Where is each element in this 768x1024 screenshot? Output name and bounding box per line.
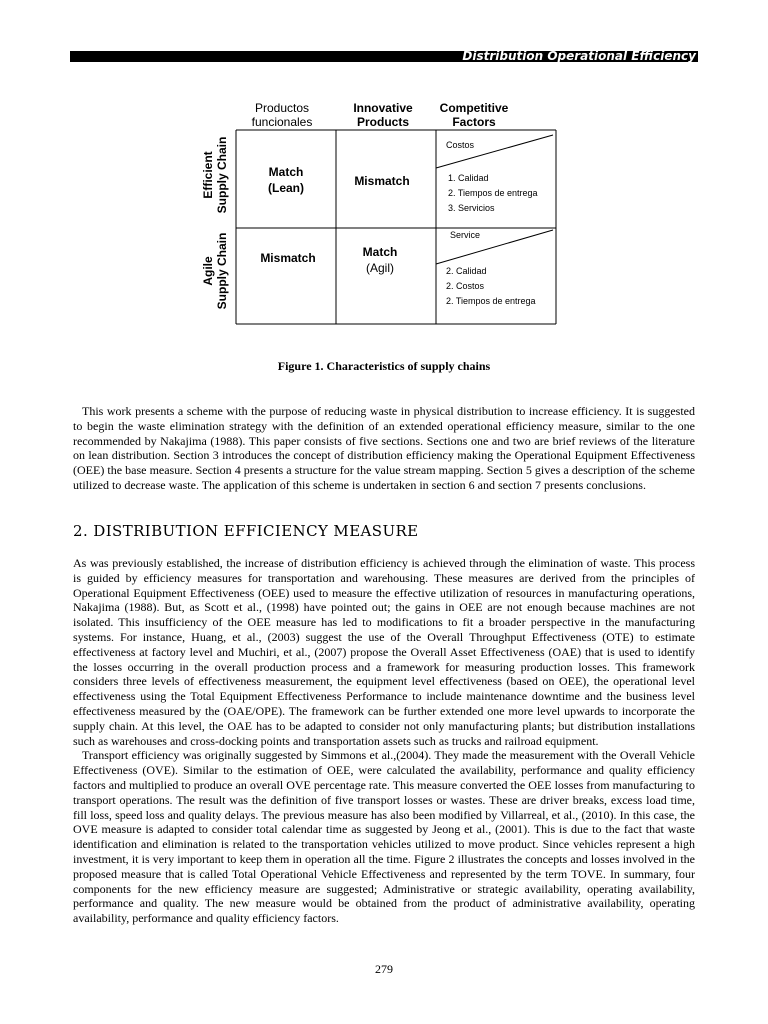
cell-mismatch-top: Mismatch [354,174,410,188]
factors-top-item: 3. Servicios [448,203,495,213]
cell-efficient-functional [236,164,336,196]
col-header-innovative-line2: Products [356,115,409,129]
cell-agile-functional [238,250,338,266]
factors-top-item: 2. Tiempos de entrega [448,188,538,198]
section2-paragraph-2: Transport efficiency was originally suggested by Simmons et al.,(2004). They made the measurement with the Overall Vehicle Effectiveness (OVE). Similar to the estimation of OEE, were calculated the availability, performance and quality efficiency factors and multiplied to produce an overall OVE percentage rate. This measure converted the OEE losses from manufacturing to transport operations. The result was the definition of five transport losses or wastes. These are driver breaks, excess load time, fill loss, speed loss and quality delays. The previous measure has also been modified by Villarreal, et al., (2010). In this case, the OVE measure is adapted to consider total calendar time as suggested by Jeong et al., (2001). This is due to the fact that waste identification and elimination is related to the transportation vehicles utilized to move product. Since vehicles represent a high investment, it is very important to keep them in operation all the time. Figure 2 illustrates the concepts and losses involved in the proposed measure that is called Total Operational Vehicle Effectiveness and represented by the term TOVE. In summary, four components for the new efficiency measure are suggested; Administrative or strategic availability, operating availability, performance and quality. The new measure would be obtained from the product of administrative availability, operating availability, performance and quality efficiency factors. [73,748,695,926]
factors-bottom-item: 2. Calidad [446,266,487,276]
cell-match-agil-line1: Match [362,245,398,259]
section2-body [73,556,695,926]
section-heading: 2. DISTRIBUTION EFFICIENCY MEASURE [73,522,419,540]
cell-match-lean-line1: Match [268,165,304,179]
col-header-functional-line1: Productos [254,101,310,115]
row-label-agile-line2: Supply Chain [215,232,229,310]
row-label-efficient-line1: Efficient [201,151,215,199]
factors-bottom-corner: Service [450,230,481,240]
running-header-title: Distribution Operational Efficiency [462,51,696,62]
col-header-innovative-line1: Innovative [353,101,413,115]
factors-top-item: 1. Calidad [448,173,489,183]
figure-grid [0,0,768,400]
cell-match-lean-line2: (Lean) [268,181,304,195]
figure-caption: Figure 1. Characteristics of supply chains [277,359,491,373]
cell-match-agil-line2: (Agil) [365,261,394,275]
col-header-functional-line2: funcionales [251,115,313,129]
col-header-competitive-line2: Factors [452,115,496,129]
factors-bottom-item: 2. Tiempos de entrega [446,296,536,306]
cell-efficient-innovative [332,173,432,189]
intro-paragraph: This work presents a scheme with the purpose of reducing waste in physical distribution to increase efficiency. It is suggested to begin the waste elimination strategy with the definition of an extended operational efficiency measure, similar to the one recommended by Nakajima (1988). This paper consists of five sections. Sections one and two are brief reviews of the literature on lean distribution. Section 3 introduces the concept of distribution efficiency making the Operational Equipment Effectiveness (OEE) the base measure. Section 4 presents a structure for the value stream mapping. Section 5 gives a description of the scheme utilized to decrease waste. The application of this scheme is undertaken in section 6 and section 7 presents conclusions. [73,404,695,492]
cell-mismatch-bottom: Mismatch [260,251,316,265]
factors-top-corner: Costos [446,140,475,150]
col-header-competitive-line1: Competitive [439,101,509,115]
cell-agile-innovative [330,244,430,276]
factors-bottom-item: 2. Costos [446,281,485,291]
section2-paragraph-1: As was previously established, the increase of distribution efficiency is achieved through the elimination of waste. This process is guided by efficiency measures for transportation and warehousing. These measures are derived from the principles of Operational Equipment Effectiveness (OEE) used to measure the effective utilization of resources in manufacturing operations, Nakajima (1988). But, as Scott et al., (1998) have pointed out; the gains in OEE are not enough because machines are not isolated. This insufficiency of the OEE measure has led to modifications to fit a broader perspective in the manufacturing systems. For instance, Huang, et al., (2003) suggest the use of the Overall Throughput Effectiveness (OTE) to estimate effectiveness at factory level and Muchiri, et al., (2007) propose the Overall Asset Effectiveness (OAE) that is used to identify the losses occurring in the overall production process and a framework for measuring production losses. This framework considers three levels of effectiveness measurement, the equipment level effectiveness (based on OEE), the operational level effectiveness using the Total Equipment Effectiveness Performance to include maintenance downtime and the business level effectiveness measured by the (OAE/OPE). The framework can be further extended one more level upwards to incorporate the supply chain. At this level, the OAE has to be adapted to consider not only manufacturing plants; but distribution installations such as warehouses and cross-docking points and transportation assets such as trucks and railroad equipment. [73,556,695,748]
row-label-agile-line1: Agile [201,256,215,286]
row-label-efficient-line2: Supply Chain [215,136,229,214]
intro-paragraph-block [73,404,695,493]
factors-top-list [448,171,538,216]
figure-supply-chain-matrix [0,0,768,400]
factors-bottom-list [446,264,536,309]
page-number: 279 [375,962,393,976]
